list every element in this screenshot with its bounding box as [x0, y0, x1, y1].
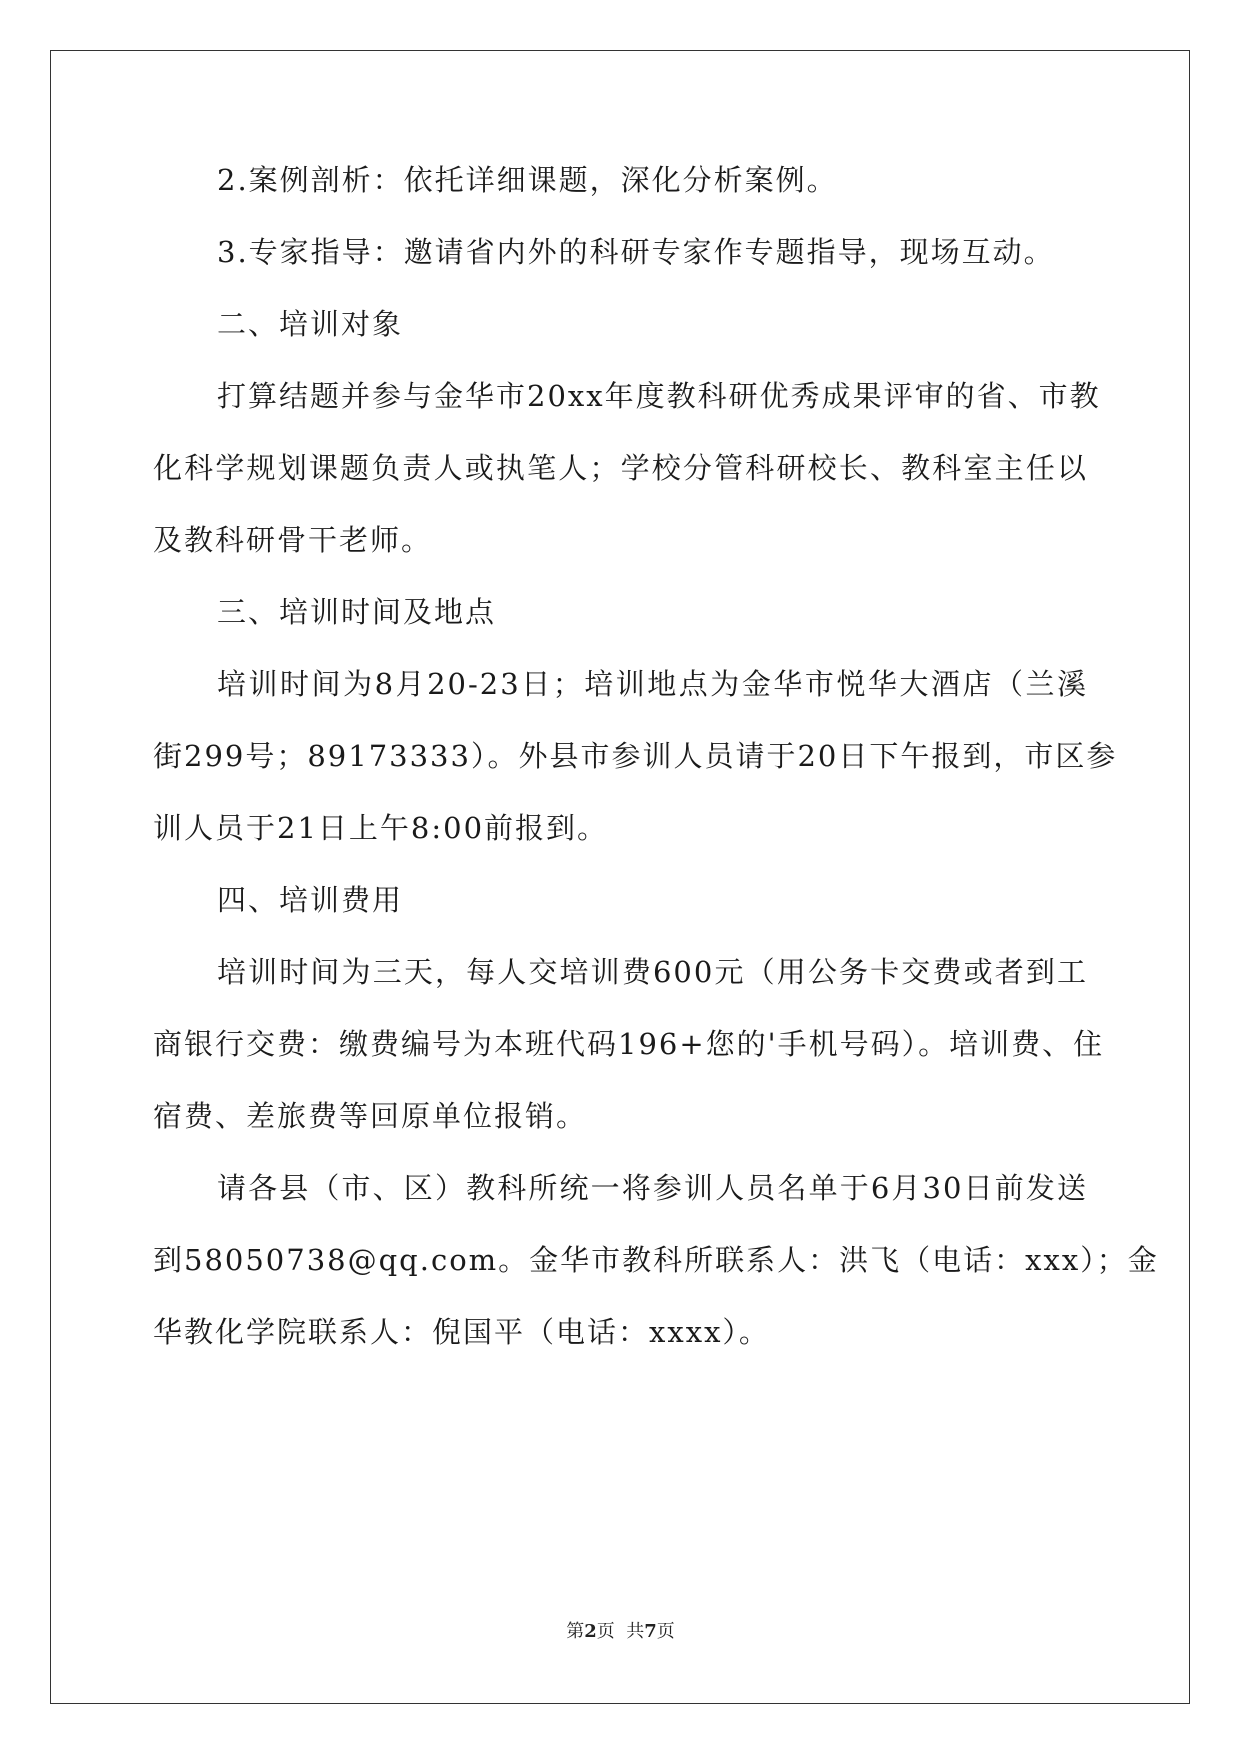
paragraph-line: 华教化学院联系人：倪国平（电话：xxxx）。 [153, 1315, 770, 1349]
page-border [50, 50, 1190, 1704]
paragraph-line: 培训时间为三天，每人交培训费600元（用公务卡交费或者到工 [217, 955, 1088, 989]
paragraph-line: 到58050738@qq.com。金华市教科所联系人：洪飞（电话：xxx）；金 [153, 1243, 1159, 1277]
section-heading: 二、培训对象 [217, 307, 404, 341]
page-prefix: 第 [566, 1621, 585, 1642]
total-page-number: 7 [644, 1621, 657, 1642]
paragraph-line: 3.专家指导：邀请省内外的科研专家作专题指导，现场互动。 [217, 235, 1055, 269]
current-page-number: 2 [584, 1621, 597, 1642]
paragraph-line: 化科学规划课题负责人或执笔人；学校分管科研校长、教科室主任以 [153, 451, 1088, 485]
page-suffix: 页 [656, 1621, 675, 1642]
paragraph-line: 培训时间为8月20-23日；培训地点为金华市悦华大酒店（兰溪 [217, 667, 1088, 701]
section-heading: 四、培训费用 [217, 883, 404, 917]
paragraph-line: 及教科研骨干老师。 [153, 523, 433, 557]
paragraph-line: 打算结题并参与金华市20xx年度教科研优秀成果评审的省、市教 [217, 379, 1101, 413]
page-number-footer [0, 1620, 1241, 1644]
section-heading: 三、培训时间及地点 [217, 595, 497, 629]
paragraph-line: 街299号；89173333）。外县市参训人员请于20日下午报到，市区参 [153, 739, 1118, 773]
page-mid: 页 共 [596, 1621, 645, 1642]
paragraph-line: 请各县（市、区）教科所统一将参训人员名单于6月30日前发送 [217, 1171, 1088, 1205]
paragraph-line: 商银行交费：缴费编号为本班代码196+您的'手机号码）。培训费、住 [153, 1027, 1105, 1061]
paragraph-line: 2.案例剖析：依托详细课题，深化分析案例。 [217, 163, 838, 197]
paragraph-line: 训人员于21日上午8:00前报到。 [153, 811, 609, 845]
paragraph-line: 宿费、差旅费等回原单位报销。 [153, 1099, 588, 1133]
